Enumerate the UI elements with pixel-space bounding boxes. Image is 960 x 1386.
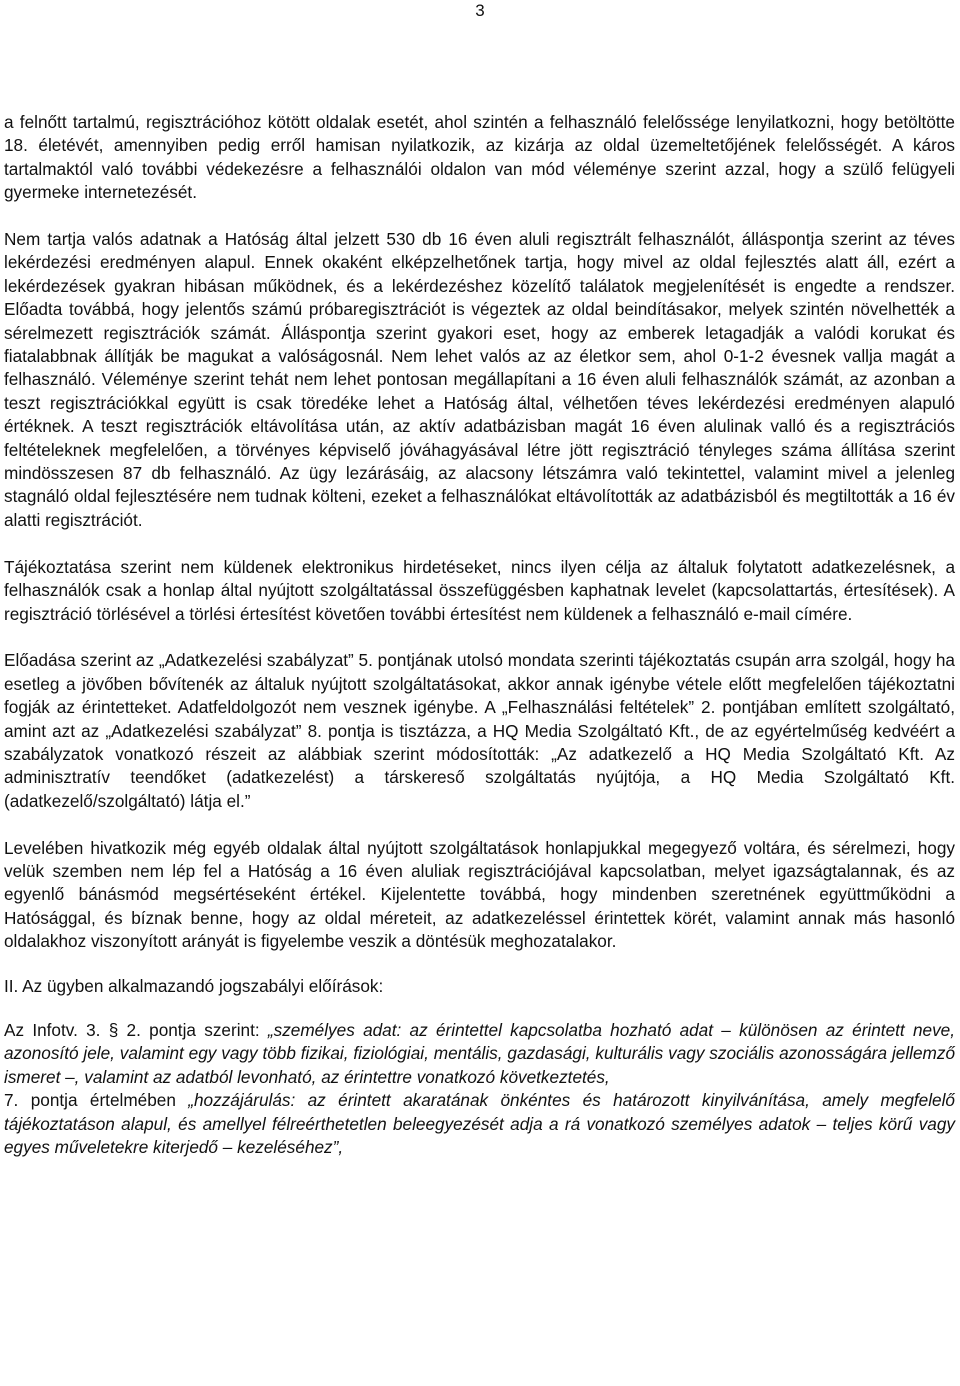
law-reference-7: 7. pontja értelmében bbox=[4, 1090, 189, 1111]
document-body bbox=[4, 111, 955, 1159]
law-definition-personal-data bbox=[4, 1019, 955, 1089]
page-number: 3 bbox=[475, 1, 485, 20]
law-quote-personal-data: „személyes adat: az érintettel kapcsolatba hozható adat – különösen az érintett neve, azonosító jele, valamint egy vagy több fizikai, fiziológiai, mentális, gazdasági, kulturális vagy szociális azonosságára jellemző ismeret –, valamint az adatból levonható, az érintettre vonatkozó következtetés, bbox=[4, 1019, 955, 1087]
paragraph-1: a felnőtt tartalmú, regisztrációhoz kötött oldalak esetét, ahol szintén a felhasználó felelőssége lenyilatkozni, hogy betöltötte 18. életévét, amennyiben pedig erről hamisan nyilatkozik, az kizárja az oldal üzemeltetőjének felelősségét. A káros tartalmaktól való további védekezésre a felhasználói oldalon van mód véleménye szerint azzal, hogy a szülő felügyeli gyermeke internetezését. bbox=[4, 112, 955, 203]
law-definition-consent bbox=[4, 1089, 955, 1159]
law-quote-consent: „hozzájárulás: az érintett akaratának önkéntes és határozott kinyilvánítása, amely megfelelő tájékoztatáson alapul, és amellyel félreérthetetlen beleegyezését adja a rá vonatkozó személyes adatok – teljes körű vagy egyes műveletekre kiterjedő – kezeléséhez”, bbox=[4, 1090, 955, 1157]
law-reference: Az Infotv. 3. § 2. pontja szerint: bbox=[4, 1019, 268, 1040]
paragraph-2: Nem tartja valós adatnak a Hatóság által jelzett 530 db 16 éven aluli regisztrált felhasználót, álláspontja szerint az téves lekérdezési eredményen alapul. Ennek okaként elképzelhetőnek tartja, hogy mivel az oldal fejlesztés alatt áll, ezért a lekérdezések gyakran hibásan működnek, és a lekérdezéshez közelítő találatok megjelenítését is engedte a rendszer. Előadta továbbá, hogy jelentős számú próbaregisztrációt is végeztek az oldal beindításakor, melyek szintén növelhették a sérelmezett regisztrációk számát. Álláspontja szerint gyakori eset, hogy az emberek letagadják a valódi korukat és fiatalabbnak állítják be magukat a valóságosnál. Nem lehet valós az az életkor sem, ahol 0-1-2 évesnek vallja magát a felhasználó. Véleménye szerint tehát nem lehet pontosan megállapítani a 16 éven aluli felhasználók számát, az azonban a teszt regisztrációkkal együtt is csak töredéke lehet a Hatóság által, vélhetően téves lekérdezési eredményen alapuló értéknek. A teszt regisztrációk eltávolítása után, az aktív adatbázisban magát 16 éven alulinak valló és a regisztrációs feltételeknek megfelelően, a törvényes képviselő jóváhagyásával létre jött regisztráció tényleges száma állítása szerint mindösszesen 87 db felhasználó. Az ügy lezárásáig, az alacsony létszámra való tekintettel, valamint mivel a jelenleg stagnáló oldal fejlesztésére nem tudnak költeni, ezeket a felhasználókat eltávolították az adatbázisból és megtiltották a 16 év alatti regisztrációt. bbox=[4, 229, 955, 530]
paragraph-4: Előadása szerint az „Adatkezelési szabályzat” 5. pontjának utolsó mondata szerinti tájékoztatás csupán arra szolgál, hogy ha esetleg a jövőben bővítenék az általuk nyújtott szolgáltatásokat, akkor annak igénybe vétele előtt megfelelően tájékoztatni fogják az érintetteket. Adatfeldolgozót nem vesznek igénybe. A „Felhasználási feltételek” 2. pontjában említett szolgáltató, amint azt az „Adatkezelési szabályzat” 8. pontja is tisztázza, a HQ Media Szolgáltató Kft., de az egyértelműség kedvéért a szabályzatok vonatkozó részeit az alábbiak szerint módosították: „Az adatkezelő a HQ Media Szolgáltató Kft. Az adminisztratív teendőket (adatkezelést) a társkereső szolgáltatás nyújtója, a HQ Media Szolgáltató Kft. (adatkezelő/szolgáltató) látja el.” bbox=[4, 650, 955, 811]
paragraph-3: Tájékoztatása szerint nem küldenek elektronikus hirdetéseket, nincs ilyen célja az általuk folytatott adatkezelésnek, a felhasználók csak a honlap által nyújtott szolgáltatással összefüggésben kaphatnak levelet (kapcsolattartás, értesítések). A regisztráció törlésével a törlési értesítést követően további értesítést nem küldenek a felhasználó e-mail címére. bbox=[4, 556, 955, 624]
section-heading: II. Az ügyben alkalmazandó jogszabályi előírások: bbox=[4, 975, 384, 996]
paragraph-5: Levelében hivatkozik még egyéb oldalak által nyújtott szolgáltatások honlapjukkal megegyező voltára, és sérelmezi, hogy velük szemben nem lép fel a Hatóság a 16 éven aluliak regisztrációjával kapcsolatban, melyet igazságtalannak, és az egyenlő bánásmód megsértéseként értékel. Kijelentette továbbá, hogy mindenben szeretnének együttműködni a Hatósággal, és bíznak benne, hogy az oldal méreteit, az adatkezeléssel érintettek körét, valamint annak más hasonló oldalakhoz viszonyított arányát is figyelembe veszik a döntésük meghozatalakor. bbox=[4, 837, 955, 952]
